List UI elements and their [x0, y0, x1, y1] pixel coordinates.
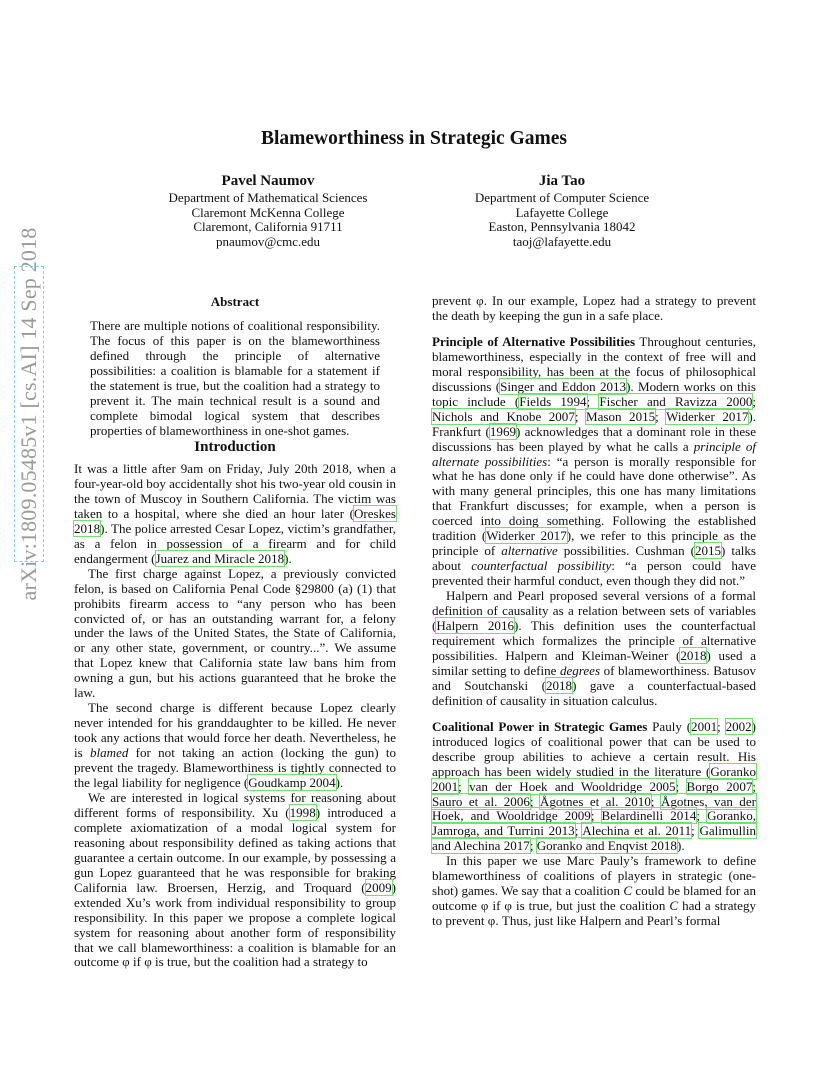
citation-link[interactable]: Widerker 2017: [666, 408, 749, 424]
text: ) acknowledges that a dominant role in these discussions has been played by what he calls a: [432, 423, 756, 454]
citation-link[interactable]: Ågotnes, van der Hoek, and Wooldridge 2009: [432, 793, 756, 824]
text: ;: [574, 823, 583, 839]
citation-link[interactable]: Belardinelli 2014: [601, 808, 697, 824]
text: ) extended Xu’s work from individual responsibility to group responsibility. In this paper we propose a complete logical system for reasoning about another form of responsibility that we call blameworthiness: a coalition is blamable for an outcome φ if φ is true, but the coalition had a strategy to: [74, 879, 396, 970]
text: ). Frankfurt (: [432, 408, 757, 439]
citation-link[interactable]: Fischer and Ravizza 2000: [599, 393, 753, 409]
text: ;: [529, 838, 537, 854]
text: ;: [691, 823, 700, 839]
citation-link[interactable]: 2001: [691, 718, 718, 734]
arxiv-stamp[interactable]: [0, 227, 52, 601]
text: ) talks about: [432, 543, 757, 574]
author-affiliation: Department of Computer Science: [474, 189, 650, 205]
citation-link[interactable]: Oreskes 2018: [74, 505, 396, 536]
citation-link[interactable]: Mason 2015: [586, 408, 656, 424]
text: : “a person could have prevented their harmful conduct, even though they did not.”: [432, 558, 756, 589]
citation-link[interactable]: Goranko 2001: [432, 763, 756, 794]
emphasis: C: [669, 898, 679, 914]
text: ;: [650, 793, 661, 809]
text: ) used a similar setting to define: [432, 647, 756, 678]
text: ;: [590, 808, 602, 824]
paragraph: [432, 335, 756, 589]
text: : “a person is morally responsible for what he has done only if he could have done otherwise”. As with many general principles, this one has many limitations that Frankfurt discusses; for example, when a person is coerced into doing something. Following the established tradition (: [432, 453, 757, 544]
text: ;: [696, 808, 708, 824]
text: ;: [752, 393, 757, 409]
emphasis: degrees: [559, 662, 601, 678]
text: ) gave a counterfactual-based definition of causality in situation calculus.: [432, 677, 756, 708]
citation-link[interactable]: Widerker 2017: [486, 528, 567, 544]
text: We are interested in logical systems for reasoning about different forms of responsibility. Xu (: [74, 789, 396, 820]
text: Throughout centuries, blameworthiness, especially in the context of free will and moral responsibility, has been at the focus of philosophical discussions (: [432, 333, 756, 394]
text: In this paper we use Marc Pauly’s framework to define blameworthiness of coalitions of players in strategic (one-shot) games. We say that a coalition: [432, 853, 756, 899]
citation-link[interactable]: Borgo 2007: [686, 778, 753, 794]
author-block-2: [432, 174, 692, 250]
citation-link[interactable]: Fields 1994: [519, 393, 587, 409]
text: The second charge is different because Lopez clearly never intended for his granddaughter to be killed. He never took any actions that would force her death. Nevertheless, he is: [74, 700, 396, 761]
emphasis: alternative: [501, 543, 558, 559]
author-affiliation: Lafayette College: [515, 204, 609, 220]
right-column: [432, 294, 756, 929]
citation-link[interactable]: 2018: [680, 647, 707, 663]
citation-link[interactable]: Goranko and Enqvist 2018: [536, 838, 677, 854]
author-block-1: [130, 174, 406, 250]
text: Halpern and Pearl proposed several versions of a formal definition of causality as a relation between sets of variables (: [432, 588, 756, 634]
arxiv-stamp-text: arXiv:1809.05485v1 [cs.AI] 14 Sep 2018: [16, 227, 41, 601]
text: ).: [676, 838, 685, 854]
text: ;: [529, 793, 540, 809]
introduction-heading: Introduction: [194, 439, 276, 455]
text: It was a little after 9am on Friday, July 20th 2018, when a four-year-old boy accidentally shot his two-year old cousin in the town of Muscoy in Southern California. The victim was taken to a hospital, where she died an hour later (: [74, 461, 396, 521]
text: ;: [586, 393, 600, 409]
text: ).: [284, 550, 292, 566]
text: ).: [335, 775, 344, 791]
citation-link[interactable]: Halpern 2016: [436, 618, 515, 634]
text: of blameworthiness. Batusov and Soutchanski (: [432, 662, 756, 693]
paragraph: The first charge against Lopez, a previously convicted felon, is based on California Penal Code §29800 (a) (1) that prohibits firearm access to “any person who has been convicted of, or has an outstanding warrant for, a felony under the laws of the United States, the State of California, or any other state, government, or country...”. We assume that Lopez knew that California state law bans him from owning a gun, but his actions guaranteed that he broke the law.: [74, 565, 396, 701]
author-email: taoj@lafayette.edu: [512, 234, 612, 250]
text: could be blamed for an outcome φ if φ is true, but just the coalition: [432, 883, 756, 914]
citation-link[interactable]: 2015: [694, 543, 722, 559]
paragraph: [74, 791, 396, 970]
text: ). This definition uses the counterfactual requirement which formalizes the principle of alternative possibilities. Halpern and Kleiman-Weiner (: [432, 618, 756, 663]
author-affiliation: Claremont McKenna College: [191, 204, 345, 220]
citation-link[interactable]: 1969: [489, 423, 516, 439]
paragraph-heading: Principle of Alternative Possibilities: [432, 333, 636, 349]
citation-link[interactable]: Goranko, Jamroga, and Turrini 2013: [432, 808, 756, 839]
text: Pauly (: [652, 718, 692, 734]
paragraph: prevent φ. In our example, Lopez had a strategy to prevent the death by keeping the gun in a safe place.: [432, 293, 756, 323]
citation-link[interactable]: 2009: [365, 879, 392, 895]
text: possibilities. Cushman (: [557, 543, 695, 559]
citation-link[interactable]: 1998: [289, 804, 316, 820]
citation-link[interactable]: Juarez and Miracle 2018: [155, 550, 285, 566]
paragraph: [74, 462, 396, 567]
paragraph: [432, 720, 756, 855]
citation-link[interactable]: van der Hoek and Wooldridge 2005: [469, 778, 676, 794]
emphasis: principle of alternate possibilities: [432, 438, 756, 469]
text: ;: [574, 408, 587, 424]
citation-link[interactable]: Alechina et al. 2011: [582, 823, 692, 839]
author-address: Easton, Pennsylvania 18042: [488, 219, 636, 235]
text: ;: [675, 778, 687, 794]
text: ;: [717, 718, 726, 734]
citation-link[interactable]: Nichols and Knobe 2007: [432, 408, 575, 424]
left-column: [74, 294, 396, 439]
author-email: pnaumov@cmc.edu: [215, 234, 321, 250]
text: had a strategy to prevent φ. Thus, just like Halpern and Pearl’s formal: [432, 898, 757, 929]
abstract-text: There are multiple notions of coalitional responsibility. The focus of this paper is on the blameworthiness defined through the principle of alternative possibilities: a coalition is blamable for a statement if the statement is true, but the coalition had a strategy to prevent it. The main technical result is a sound and complete bimodal logical system that describes properties of blameworthiness in one-shot games.: [90, 318, 380, 438]
citation-link[interactable]: 2002: [725, 718, 752, 734]
paragraph-heading: Coalitional Power in Strategic Games: [432, 718, 648, 734]
text: ;: [752, 778, 756, 794]
author-affiliation: Department of Mathematical Sciences: [168, 189, 368, 205]
citation-link[interactable]: Sauro et al. 2006: [432, 793, 530, 809]
paper-title: Blameworthiness in Strategic Games: [260, 128, 567, 149]
citation-link[interactable]: 2018: [545, 677, 573, 693]
text: ) introduced logics of coalitional power that can be used to describe group abilities to achieve a certain result. His approach has been widely studied in the literature (: [432, 718, 757, 779]
author-name: Pavel Naumov: [221, 173, 315, 189]
author-address: Claremont, California 91711: [193, 219, 343, 235]
emphasis: counterfactual possibility: [471, 558, 612, 574]
text: ), we refer to this principle as the principle of: [432, 528, 756, 559]
author-name: Jia Tao: [538, 173, 586, 189]
text: ). Modern works on this topic include (: [432, 378, 756, 409]
text: for not taking an action (locking the gun) to prevent the tragedy. Blameworthiness is tightly connected to the legal liability for negligence (: [74, 745, 397, 791]
introduction-section: [74, 439, 396, 970]
text: ). The police arrested Cesar Lopez, victim’s grandfather, as a felon in possession of a firearm and for child endangerment (: [74, 520, 396, 566]
paragraph: [74, 701, 396, 791]
emphasis: C: [623, 883, 633, 899]
paragraph: [432, 854, 756, 929]
citation-link[interactable]: Singer and Eddon 2013: [500, 378, 627, 394]
paragraph: [432, 589, 756, 709]
text: ) introduced a complete axiomatization of a modal logical system for reasoning about responsibility defined as taking actions that guarantee a certain outcome. In our example, by possessing a gun Lopez guaranteed that he was responsible for braking California law. Broersen, Herzig, and Troquard (: [74, 804, 397, 895]
citation-link[interactable]: Ågotnes et al. 2010: [539, 793, 651, 809]
emphasis: blamed: [89, 745, 129, 761]
citation-link[interactable]: Galimullin and Alechina 2017: [432, 823, 756, 854]
abstract-heading: Abstract: [210, 294, 260, 309]
text: ;: [458, 778, 470, 794]
text: ;: [655, 408, 667, 424]
citation-link[interactable]: Goudkamp 2004: [248, 775, 336, 791]
